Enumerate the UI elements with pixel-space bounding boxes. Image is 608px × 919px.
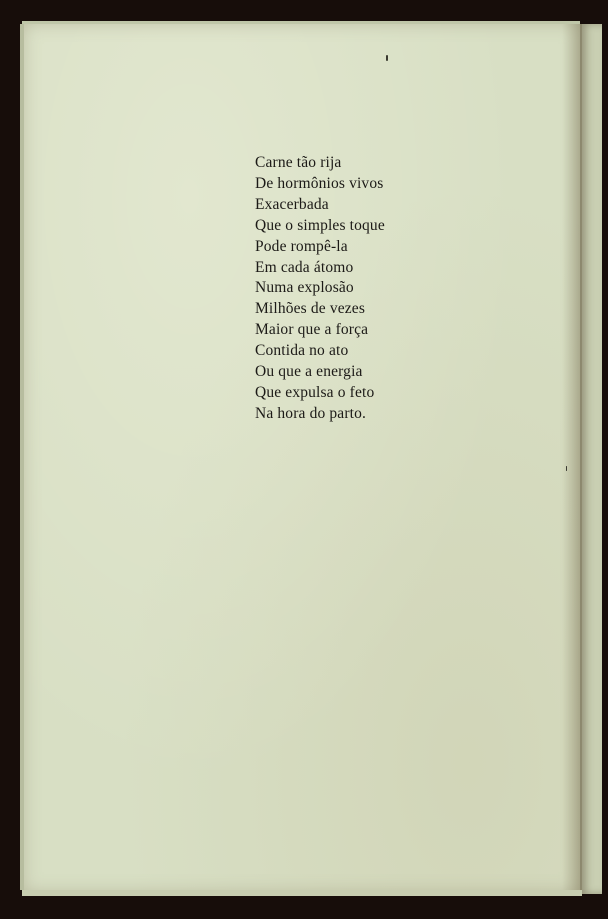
page-left-edge — [20, 24, 24, 890]
paper-speck — [386, 55, 388, 61]
poem-line: Ou que a energia — [255, 363, 363, 381]
poem-line: Carne tão rija — [255, 154, 342, 171]
page-bottom-edge — [22, 890, 582, 896]
poem-line: Na hora do parto. — [255, 404, 367, 422]
poem-line: Pode rompê-la — [255, 237, 348, 255]
poem-line: Que expulsa o feto — [255, 383, 375, 401]
poem-line: Exacerbada — [255, 195, 329, 213]
poem-line: Contida no ato — [255, 342, 349, 360]
adjacent-page-edge — [580, 24, 602, 894]
poem-line: De hormônios vivos — [255, 174, 384, 192]
poem-line: Em cada átomo — [255, 258, 354, 276]
poem-line: Maior que a força — [255, 321, 369, 339]
gutter-shadow — [562, 24, 582, 890]
page-top-edge — [22, 21, 580, 24]
poem-text — [255, 153, 385, 425]
poem-line: Que o simples toque — [255, 216, 385, 234]
poem-line: Milhões de vezes — [255, 300, 366, 318]
poem-line: Numa explosão — [255, 279, 354, 297]
paper-speck — [566, 466, 567, 471]
